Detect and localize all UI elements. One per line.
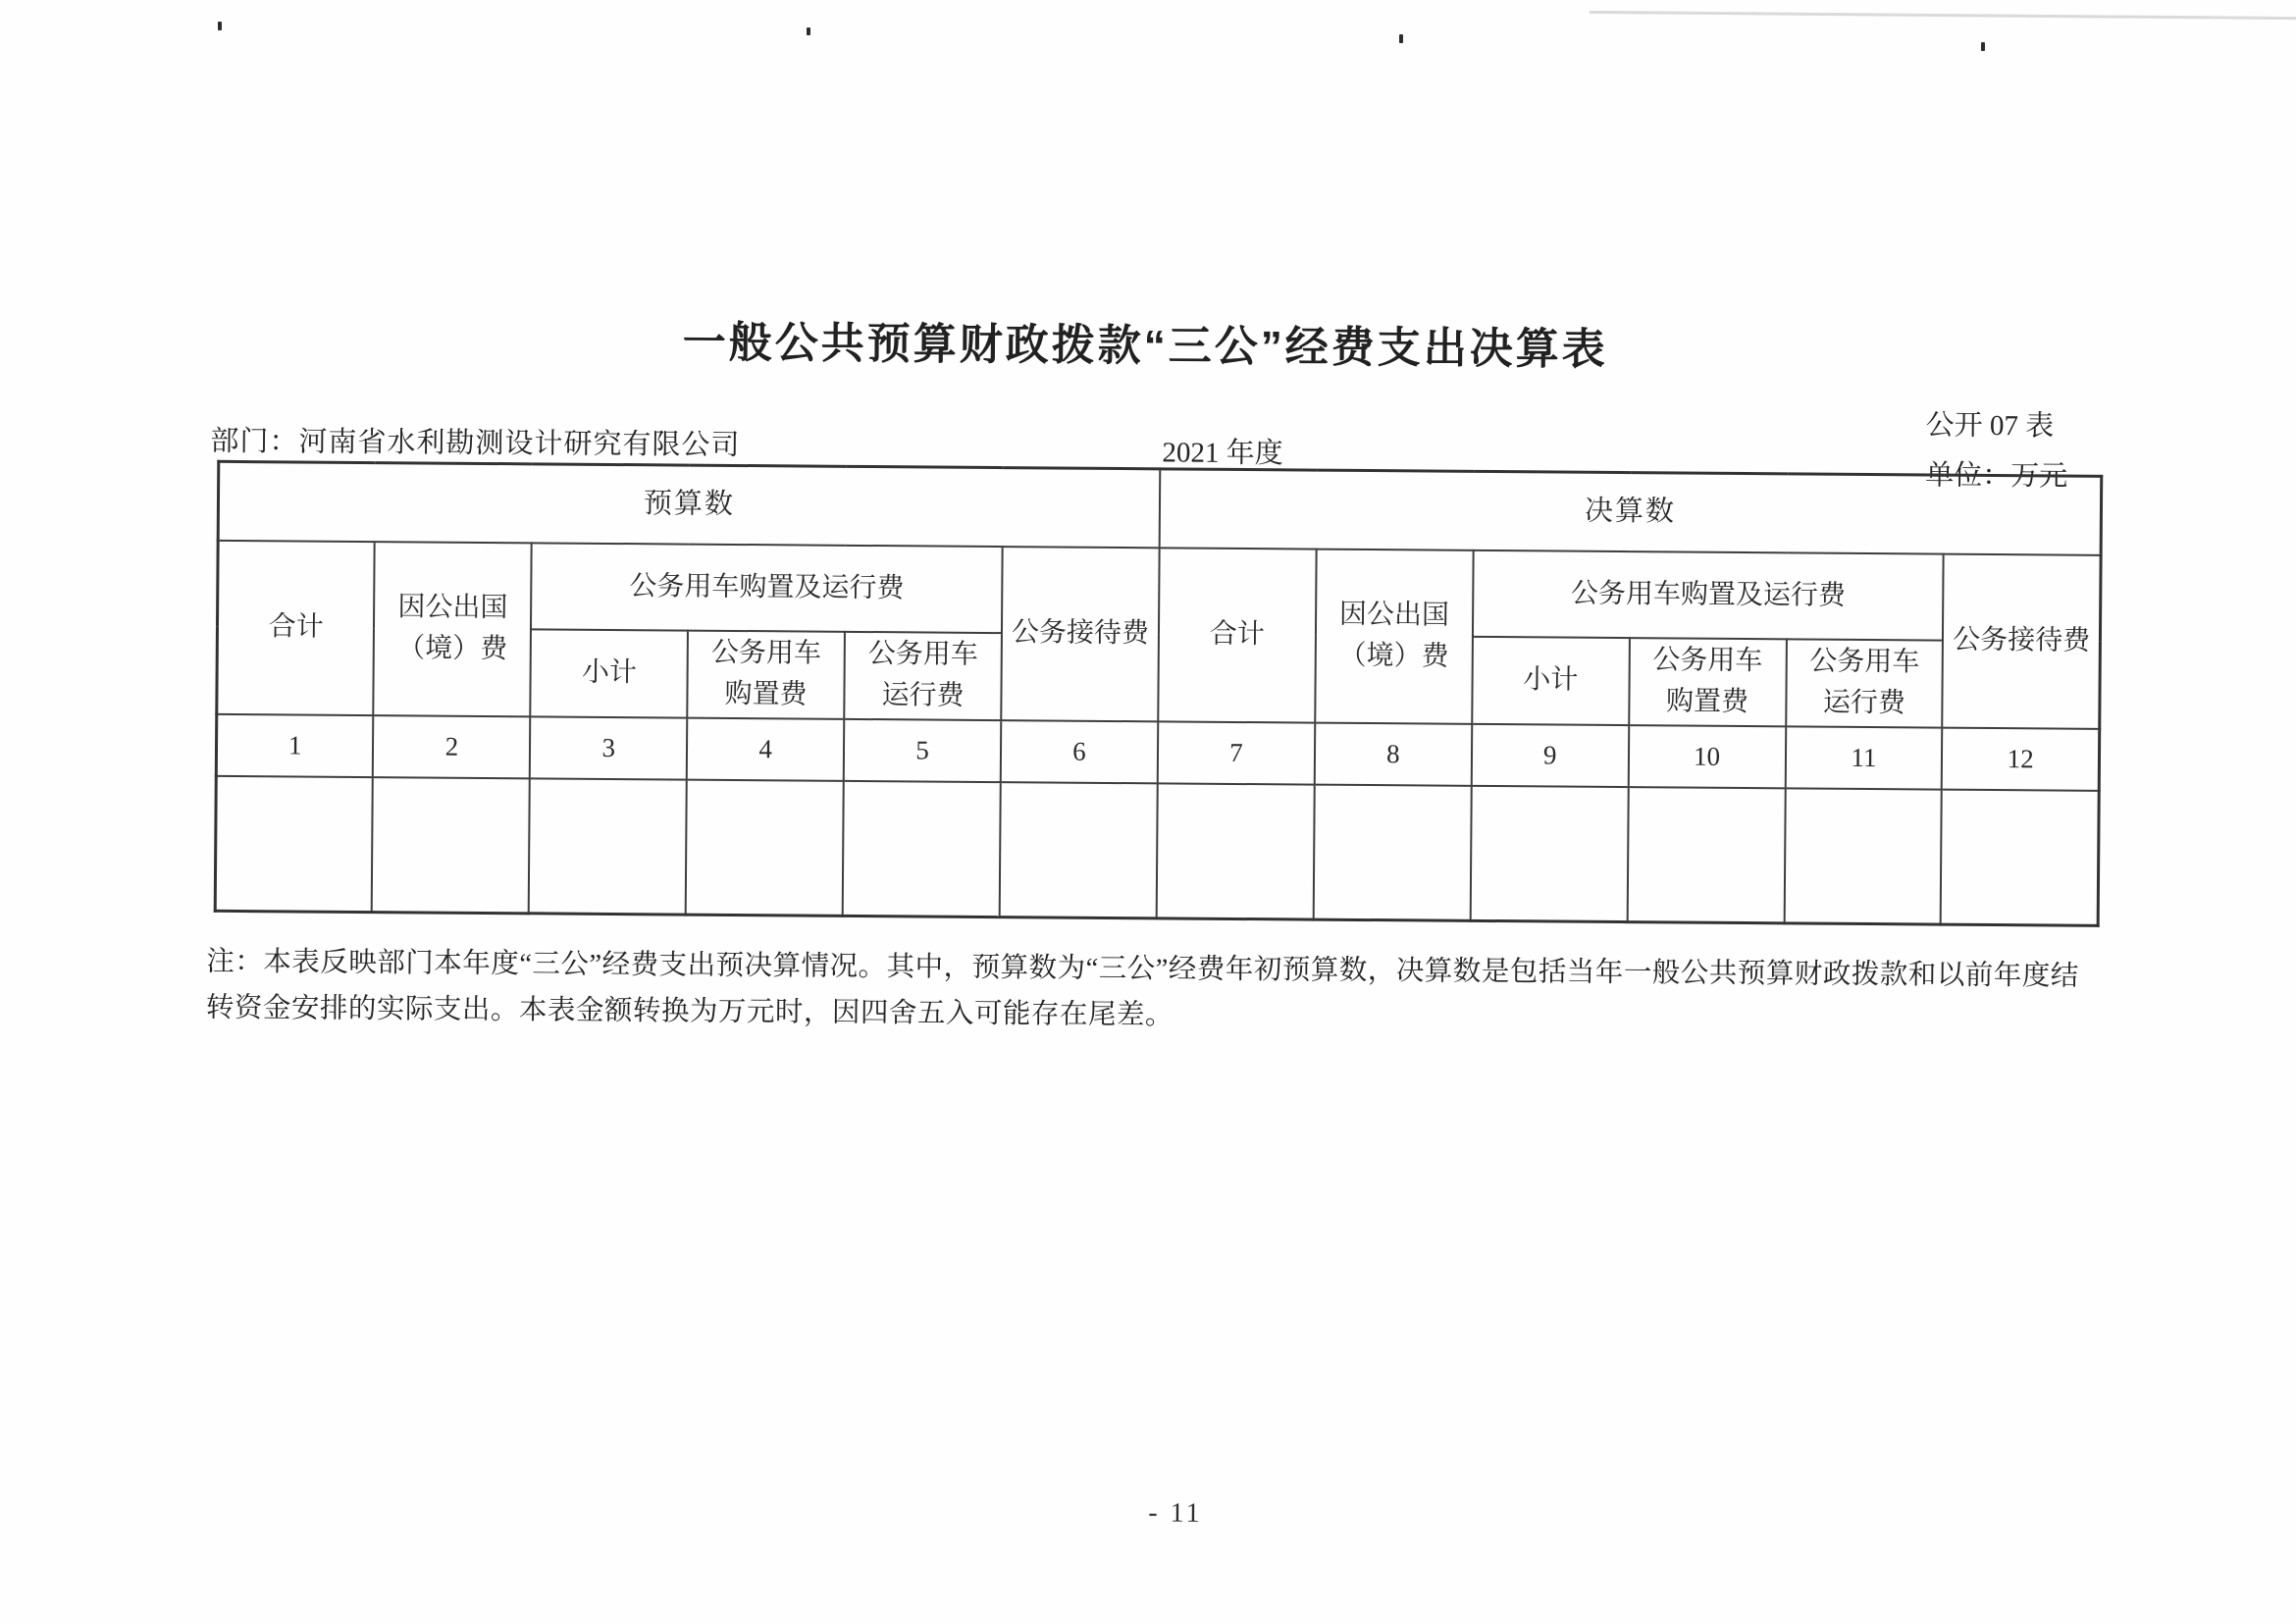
budget-col-subtotal-header: 小计 — [531, 629, 689, 717]
final-vehicle-group-header: 公务用车购置及运行费 — [1473, 550, 1944, 640]
final-col-total-header: 合计 — [1158, 548, 1316, 722]
department-line — [210, 419, 740, 463]
final-col-purchase-header: 公务用车 购置费 — [1629, 638, 1787, 726]
table-note: 注：本表反映部门本年度“三公”经费支出预决算情况。其中，预算数为“三公”经费年初预算数，决算数是包括当年一般公共预算财政拨款和以前年度结转资金安排的实际支出。本表金额转换为万元时，因四舍五入可能存在尾差。 — [205, 946, 2079, 1031]
section-header-row — [218, 461, 2102, 554]
budget-col-operation-header: 公务用车 运行费 — [844, 631, 1002, 719]
col-number-cell: 2 — [373, 715, 530, 778]
unit-label: 单位：万元 — [1925, 459, 2068, 493]
sangong-expense-table — [214, 460, 2104, 927]
col-number-cell: 12 — [1942, 727, 2100, 790]
col-number-cell: 9 — [1472, 723, 1629, 786]
budget-vehicle-group-header: 公务用车购置及运行费 — [531, 543, 1002, 633]
budget-col-reception-header: 公务接待费 — [1001, 547, 1159, 721]
col-number-cell: 6 — [1001, 720, 1158, 783]
page-number: - 11 — [1148, 1497, 1203, 1529]
data-cell — [215, 775, 373, 912]
budget-section-header: 预算数 — [218, 461, 1160, 548]
department-value: 河南省水利勘测设计研究有限公司 — [298, 426, 741, 461]
data-cell — [372, 777, 530, 914]
fiscal-year-label: 2021 年度 — [1162, 437, 1283, 470]
data-cell — [1157, 783, 1315, 919]
col-number-cell: 5 — [844, 718, 1001, 781]
col-number-cell: 10 — [1628, 725, 1785, 788]
budget-col-total-header: 合计 — [217, 540, 375, 714]
department-label: 部门： — [210, 425, 299, 458]
data-cell — [1470, 785, 1628, 921]
final-col-abroad-header: 因公出国 （境）费 — [1315, 549, 1473, 723]
col-number-cell: 11 — [1785, 726, 1942, 789]
data-cell — [686, 779, 844, 916]
final-section-header: 决算数 — [1160, 469, 2102, 555]
page-title: 一般公共预算财政拨款“三公”经费支出决算表 — [682, 318, 1608, 374]
data-cell — [529, 778, 687, 915]
col-number-cell: 1 — [216, 713, 373, 776]
data-cell — [1627, 787, 1785, 923]
col-number-cell: 8 — [1315, 722, 1472, 785]
col-number-cell: 4 — [687, 717, 844, 780]
data-cell — [1314, 784, 1472, 920]
col-number-cell: 3 — [530, 716, 687, 779]
data-cell — [1784, 788, 1942, 924]
data-cell — [1941, 789, 2099, 925]
final-col-reception-header: 公务接待费 — [1943, 553, 2101, 728]
data-cell — [843, 780, 1001, 916]
col-number-cell: 7 — [1158, 721, 1315, 784]
form-code-label: 公开 07 表 — [1925, 409, 2055, 443]
budget-col-purchase-header: 公务用车 购置费 — [687, 630, 845, 718]
data-row — [215, 775, 2099, 925]
group-header-row — [217, 540, 2101, 641]
final-col-operation-header: 公务用车 运行费 — [1786, 639, 1944, 727]
budget-col-abroad-header: 因公出国 （境）费 — [374, 542, 532, 716]
final-col-subtotal-header: 小计 — [1472, 636, 1630, 724]
data-cell — [1000, 782, 1158, 918]
